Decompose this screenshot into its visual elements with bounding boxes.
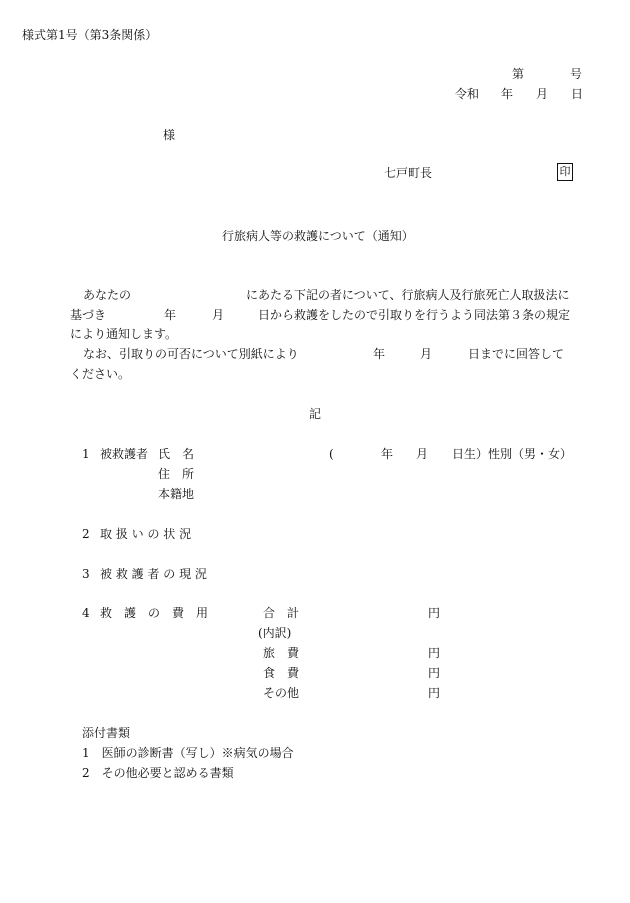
attachments-heading: 添付書類 bbox=[82, 726, 131, 740]
body-p2-end: 日までに回答して bbox=[468, 347, 565, 361]
body-p1-line2-start: 基づき bbox=[70, 308, 107, 322]
date-day: 日 bbox=[571, 87, 584, 101]
cost-total-label: 合 計 bbox=[263, 606, 300, 620]
body-p2-start: なお、引取りの可否について別紙により bbox=[83, 347, 299, 361]
item1-paren: ( bbox=[329, 447, 334, 461]
body-p1-line3: により通知します。 bbox=[70, 327, 178, 341]
cost-total-yen: 円 bbox=[428, 606, 441, 620]
item3-number: 3 bbox=[82, 567, 90, 581]
item1-birth-gender: 日生）性別（男・女） bbox=[452, 447, 573, 461]
body-p2-month: 月 bbox=[420, 347, 433, 361]
item1-name-label: 氏 名 bbox=[158, 447, 195, 461]
body-p1-line1: にあたる下記の者について、行旅病人及行旅死亡人取扱法に bbox=[246, 288, 570, 302]
addressee-suffix: 様 bbox=[163, 128, 176, 142]
date-reiwa: 令和 bbox=[455, 87, 480, 101]
ki-heading: 記 bbox=[309, 407, 322, 421]
attachment-item-1: 1 医師の診断書（写し）※病気の場合 bbox=[82, 746, 294, 760]
cost-travel-yen: 円 bbox=[428, 646, 441, 660]
cost-other-label: その他 bbox=[263, 686, 300, 700]
attachment-item-2: 2 その他必要と認める書類 bbox=[82, 766, 234, 780]
cost-food-yen: 円 bbox=[428, 666, 441, 680]
item1-address-label: 住 所 bbox=[158, 467, 195, 481]
item1-label: 被救護者 bbox=[100, 447, 149, 461]
seal-mark: 印 bbox=[557, 163, 573, 181]
item2-label: 取 扱 い の 状 況 bbox=[100, 527, 192, 541]
body-p2-line2: ください。 bbox=[70, 367, 131, 381]
item4-label: 救 護 の 費 用 bbox=[100, 606, 209, 620]
item4-number: 4 bbox=[82, 606, 90, 620]
item1-number: 1 bbox=[82, 447, 90, 461]
body-p2-year: 年 bbox=[373, 347, 386, 361]
item1-domicile-label: 本籍地 bbox=[158, 487, 195, 501]
issuer: 七戸町長 bbox=[384, 166, 433, 180]
body-p1-year: 年 bbox=[164, 308, 177, 322]
cost-breakdown-label: (内訳) bbox=[258, 626, 292, 640]
document-title: 行旅病人等の救護について（通知） bbox=[222, 229, 414, 243]
body-p1-month: 月 bbox=[212, 308, 225, 322]
date-year: 年 bbox=[501, 87, 514, 101]
number-go: 号 bbox=[570, 67, 583, 81]
number-dai: 第 bbox=[512, 67, 525, 81]
item3-label: 被 救 護 者 の 現 況 bbox=[100, 567, 207, 581]
item1-month: 月 bbox=[416, 447, 429, 461]
cost-travel-label: 旅 費 bbox=[263, 646, 300, 660]
item1-year: 年 bbox=[381, 447, 394, 461]
body-p1-start: あなたの bbox=[83, 288, 132, 302]
body-p1-line2-end: 日から救護をしたので引取りを行うよう同法第３条の規定 bbox=[258, 308, 571, 322]
cost-food-label: 食 費 bbox=[263, 666, 300, 680]
date-month: 月 bbox=[536, 87, 549, 101]
item2-number: 2 bbox=[82, 527, 90, 541]
form-number: 様式第1号（第3条関係） bbox=[22, 28, 158, 42]
cost-other-yen: 円 bbox=[428, 686, 441, 700]
